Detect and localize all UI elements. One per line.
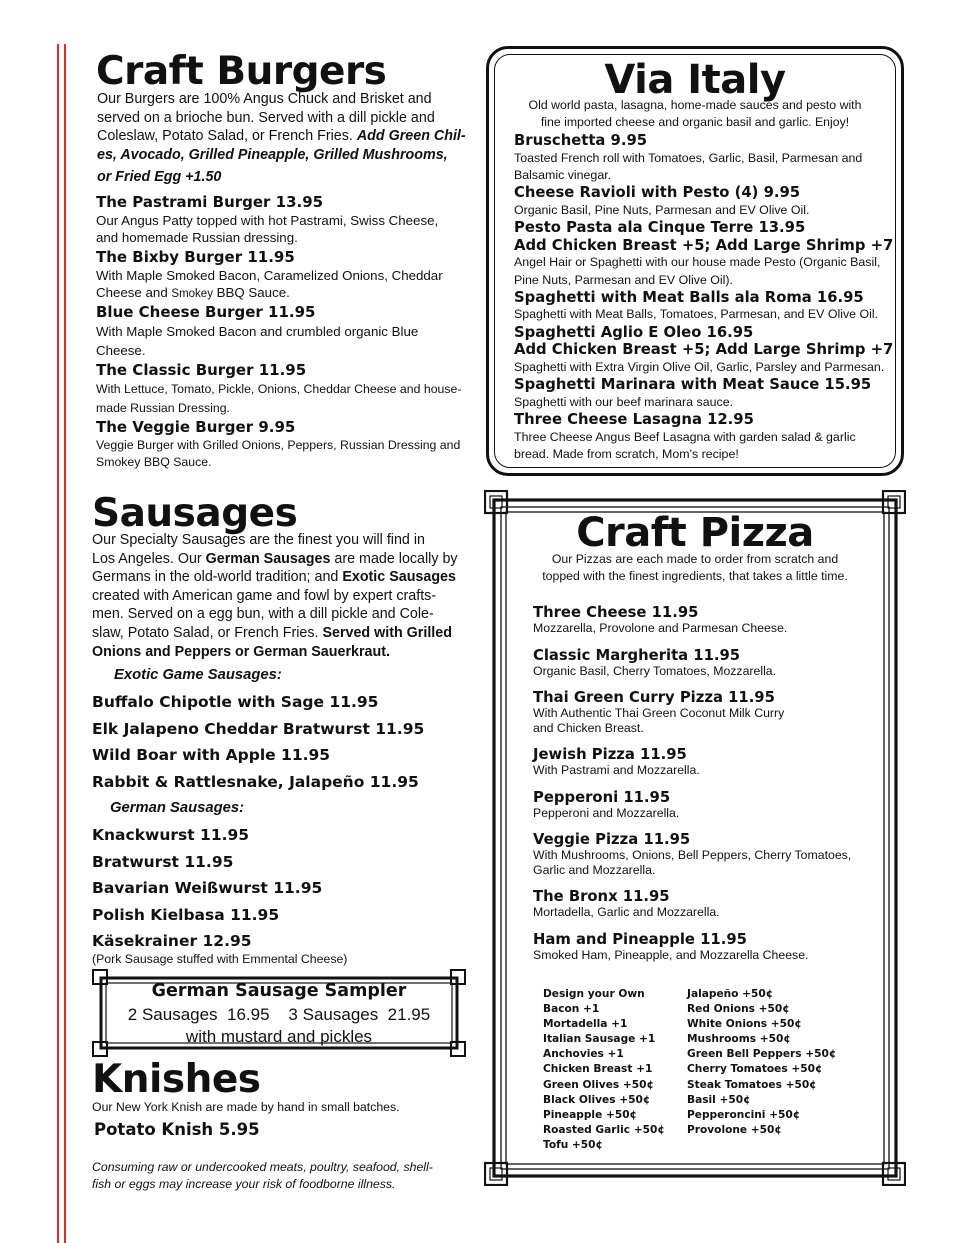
exotic-heading: Exotic Game Sausages: — [114, 667, 282, 683]
sausage-item: Polish Kielbasa 11.95 — [92, 905, 280, 924]
pizza-intro-line: Our Pizzas are each made to order from scratch and — [551, 552, 839, 566]
italy-item-desc: Spaghetti with Meat Balls, Tomatoes, Parmesan, and EV Olive Oil. — [514, 307, 879, 322]
italy-item-desc: Three Cheese Angus Beef Lasagna with garden salad & garlic — [514, 429, 856, 444]
pizza-name: Veggie Pizza 11.95 — [533, 831, 691, 848]
topping-item: White Onions +50¢ — [687, 1018, 802, 1031]
italy-item-desc: Organic Basil, Pine Nuts, Parmesan and EV Olive Oil. — [514, 202, 810, 217]
kasekrainer-note: (Pork Sausage stuffed with Emmental Cheese) — [92, 952, 348, 967]
italy-item-name: Add Chicken Breast +5; Add Large Shrimp +7 — [514, 236, 894, 254]
german-list — [92, 826, 347, 968]
pizza-desc: Pepperoni and Mozzarella. — [533, 805, 680, 820]
burger-name: The Veggie Burger 9.95 — [96, 418, 296, 436]
italy-item-name: Cheese Ravioli with Pesto (4) 9.95 — [514, 184, 801, 202]
pizza-desc: Mortadella, Garlic and Mozzarella. — [533, 905, 720, 919]
burgers-intro-text: Coleslaw, Potato Salad, or French Fries. — [97, 128, 357, 144]
pizza-name: Jewish Pizza 11.95 — [533, 746, 687, 763]
pizza-desc: With Pastrami and Mozzarella. — [533, 763, 700, 777]
disclaimer-line: Consuming raw or undercooked meats, poultry, seafood, shell- — [92, 1160, 433, 1174]
via-italy-list — [514, 132, 896, 463]
topping-item: Bacon +1 — [543, 1003, 600, 1016]
topping-item: Tofu +50¢ — [543, 1138, 603, 1151]
pizza-name: Pepperoni 11.95 — [533, 788, 671, 806]
sausages-intro-bold: Served with Grilled — [322, 624, 452, 641]
burger-item — [96, 418, 476, 471]
italy-item-name: Bruschetta 9.95 — [514, 132, 648, 149]
italy-item-name: Pesto Pasta ala Cinque Terre 13.95 — [514, 219, 806, 237]
sausages-intro-text: are made locally by — [330, 550, 458, 567]
sausages-intro-line — [92, 568, 477, 587]
sampler-note: with mustard and pickles — [185, 1027, 373, 1046]
burgers-intro — [97, 90, 482, 187]
sausages-intro-line — [92, 550, 477, 569]
pizza-item — [533, 604, 873, 636]
topping-item: Steak Tomatoes +50¢ — [687, 1078, 817, 1091]
burgers-addon-text: Add Green Chil- — [356, 128, 466, 144]
burgers-addon-text: or Fried Egg +1.50 — [97, 169, 222, 185]
italy-item-desc: Spaghetti with Extra Virgin Olive Oil, Garlic, Parsley and Parmesan. — [514, 359, 885, 374]
pizza-intro-line: topped with the finest ingredients, that takes a little time. — [542, 569, 848, 583]
sausages-intro-bold: Exotic Sausages — [342, 569, 456, 586]
sausage-item: Wild Boar with Apple 11.95 — [92, 746, 331, 765]
italy-item-name: Spaghetti with Meat Balls ala Roma 16.95 — [514, 288, 864, 306]
german-heading: German Sausages: — [110, 800, 245, 816]
burger-desc: made Russian Dressing. — [96, 401, 230, 415]
food-disclaimer — [92, 1159, 433, 1193]
pizza-desc: Garlic and Mozzarella. — [533, 862, 656, 877]
burger-item — [96, 303, 476, 361]
burger-item — [96, 193, 476, 248]
burger-name: The Bixby Burger 11.95 — [96, 248, 295, 266]
italy-item-desc: Balsamic vinegar. — [514, 167, 612, 182]
burgers-intro-line: served on a brioche bun. Served with a dill pickle and — [97, 109, 435, 126]
sausage-item: Buffalo Chipotle with Sage 11.95 — [92, 693, 379, 711]
italy-item-name: Add Chicken Breast +5; Add Large Shrimp +7 — [514, 341, 894, 359]
topping-item: Pineapple +50¢ — [543, 1108, 637, 1121]
italy-item-desc: Toasted French roll with Tomatoes, Garlic, Basil, Parmesan and — [514, 150, 863, 165]
pizza-intro — [484, 551, 906, 585]
sausage-item: Elk Jalapeno Cheddar Bratwurst 11.95 — [92, 719, 425, 738]
burgers-addon-text: es, Avocado, Grilled Pineapple, Grilled Mushrooms, — [97, 146, 448, 163]
left-red-rule-1 — [57, 44, 59, 1243]
italy-item-name: Spaghetti Aglio E Oleo 16.95 — [514, 323, 754, 341]
sausages-intro-line: Our Specialty Sausages are the finest you will find in — [92, 532, 425, 548]
topping-item: Design your Own — [543, 988, 645, 1000]
burger-desc: With Maple Smoked Bacon, Caramelized Onions, Cheddar — [96, 268, 443, 283]
burger-name: The Classic Burger 11.95 — [96, 361, 307, 379]
pizza-name: The Bronx 11.95 — [533, 888, 670, 905]
pizza-item — [533, 647, 873, 679]
toppings-right-column — [687, 987, 836, 1138]
via-italy-intro-line: fine imported cheese and organic basil and garlic. Enjoy! — [540, 114, 850, 129]
topping-item: Green Olives +50¢ — [543, 1078, 654, 1091]
burger-desc-text: Cheese and — [96, 285, 172, 300]
via-italy-intro — [486, 97, 904, 130]
topping-item: Green Bell Peppers +50¢ — [687, 1048, 837, 1061]
italy-item-desc: bread. Made from scratch, Mom's recipe! — [514, 447, 739, 462]
sausages-intro-text: slaw, Potato Salad, or French Fries. — [92, 624, 323, 641]
pizza-title: Craft Pizza — [576, 510, 814, 556]
exotic-list — [92, 693, 424, 799]
burger-desc — [96, 284, 476, 303]
burger-list — [96, 193, 476, 471]
topping-item: Mortadella +1 — [543, 1018, 628, 1031]
italy-item-desc: Angel Hair or Spaghetti with our house made Pesto (Organic Basil, — [514, 255, 881, 270]
burger-item — [96, 361, 476, 418]
sausages-intro-line — [92, 624, 477, 643]
pizza-name: Ham and Pineapple 11.95 — [533, 930, 747, 948]
pizza-name: Thai Green Curry Pizza 11.95 — [533, 689, 775, 706]
pizza-desc: With Mushrooms, Onions, Bell Peppers, Cherry Tomatoes, — [533, 848, 852, 862]
burgers-intro-line — [97, 127, 482, 146]
sausages-intro-text: Los Angeles. Our — [92, 550, 206, 567]
sausages-intro-text: Germans in the old-world tradition; and — [92, 569, 343, 586]
burger-desc: Veggie Burger with Grilled Onions, Peppers, Russian Dressing and — [96, 438, 461, 452]
topping-item: Red Onions +50¢ — [687, 1003, 790, 1016]
pizza-name: Classic Margherita 11.95 — [533, 646, 741, 664]
topping-item: Provolone +50¢ — [687, 1123, 782, 1136]
sausages-intro-line: Onions and Peppers or German Sauerkraut. — [92, 643, 390, 660]
burger-desc: Smokey BBQ Sauce. — [96, 455, 212, 469]
topping-item: Jalapeño +50¢ — [687, 988, 774, 1000]
topping-item: Mushrooms +50¢ — [687, 1033, 791, 1046]
pizza-desc: and Chicken Breast. — [533, 720, 644, 735]
italy-item-desc: Spaghetti with our beef marinara sauce. — [514, 394, 734, 409]
italy-item-desc: Pine Nuts, Parmesan and EV Olive Oil). — [514, 272, 733, 287]
knish-item: Potato Knish 5.95 — [94, 1120, 260, 1139]
sausage-item: Bavarian Weißwurst 11.95 — [92, 879, 323, 898]
topping-item: Anchovies +1 — [543, 1048, 624, 1061]
topping-item: Cherry Tomatoes +50¢ — [687, 1063, 823, 1076]
burger-desc: With Lettuce, Tomato, Pickle, Onions, Cheddar Cheese and house- — [96, 382, 462, 396]
burger-desc: Our Angus Patty topped with hot Pastrami, Swiss Cheese, — [96, 213, 439, 228]
topping-item: Pepperoncini +50¢ — [687, 1108, 801, 1121]
topping-item: Chicken Breast +1 — [543, 1063, 653, 1076]
pizza-item — [533, 931, 873, 963]
knishes-intro: Our New York Knish are made by hand in small batches. — [92, 1100, 400, 1114]
pizza-list — [533, 604, 873, 973]
pizza-item — [533, 888, 873, 920]
toppings-left-column — [543, 987, 665, 1153]
pizza-desc: Mozzarella, Provolone and Parmesan Cheese. — [533, 621, 788, 635]
italy-item-name: Three Cheese Lasagna 12.95 — [514, 411, 754, 429]
pizza-desc: With Authentic Thai Green Coconut Milk Curry — [533, 706, 785, 720]
sausage-item: Knackwurst 11.95 — [92, 826, 250, 844]
pizza-item — [533, 689, 873, 735]
disclaimer-line: fish or eggs may increase your risk of foodborne illness. — [92, 1177, 396, 1191]
burger-desc: Cheese. — [96, 343, 146, 358]
sausage-item: Käsekrainer 12.95 — [92, 932, 252, 951]
burgers-title: Craft Burgers — [96, 49, 387, 94]
via-italy-title: Via Italy — [604, 57, 786, 103]
topping-item: Roasted Garlic +50¢ — [543, 1123, 665, 1136]
sampler-prices: 2 Sausages 16.95 3 Sausages 21.95 — [127, 1005, 431, 1024]
topping-item: Basil +50¢ — [687, 1093, 751, 1106]
topping-item: Italian Sausage +1 — [543, 1033, 656, 1046]
burger-desc-text: Smokey — [171, 288, 213, 300]
sampler-title: German Sausage Sampler — [151, 981, 407, 1001]
left-red-rule-2 — [64, 44, 66, 1243]
pizza-desc: Smoked Ham, Pineapple, and Mozzarella Cheese. — [533, 947, 809, 962]
via-italy-intro-line: Old world pasta, lasagna, home-made sauces and pesto with — [528, 98, 862, 112]
burger-desc: and homemade Russian dressing. — [96, 230, 298, 245]
sausages-intro-line: created with American game and fowl by expert crafts- — [92, 587, 437, 604]
sausages-intro-bold: German Sausages — [205, 550, 331, 567]
burger-desc: With Maple Smoked Bacon and crumbled organic Blue — [96, 324, 419, 339]
sampler-box — [92, 969, 466, 1057]
burger-desc-text: BBQ Sauce. — [212, 285, 290, 300]
pizza-desc: Organic Basil, Cherry Tomatoes, Mozzarella. — [533, 663, 777, 678]
burger-name: Blue Cheese Burger 11.95 — [96, 303, 316, 321]
pizza-item — [533, 746, 873, 778]
burger-name: The Pastrami Burger 13.95 — [96, 193, 324, 211]
knishes-title: Knishes — [92, 1057, 261, 1102]
burger-item — [96, 248, 476, 303]
sausage-item: Bratwurst 11.95 — [92, 852, 234, 871]
pizza-item — [533, 831, 873, 877]
sausages-title: Sausages — [92, 491, 298, 536]
italy-item-name: Spaghetti Marinara with Meat Sauce 15.95 — [514, 376, 872, 394]
sausages-intro-line: men. Served on a egg bun, with a dill pickle and Cole- — [92, 606, 434, 623]
sausages-intro — [92, 531, 477, 661]
sausage-item: Rabbit & Rattlesnake, Jalapeño 11.95 — [92, 772, 419, 791]
burgers-intro-line: Our Burgers are 100% Angus Chuck and Brisket and — [97, 91, 432, 107]
pizza-name: Three Cheese 11.95 — [533, 604, 699, 621]
topping-item: Black Olives +50¢ — [543, 1093, 651, 1106]
pizza-item — [533, 789, 873, 821]
